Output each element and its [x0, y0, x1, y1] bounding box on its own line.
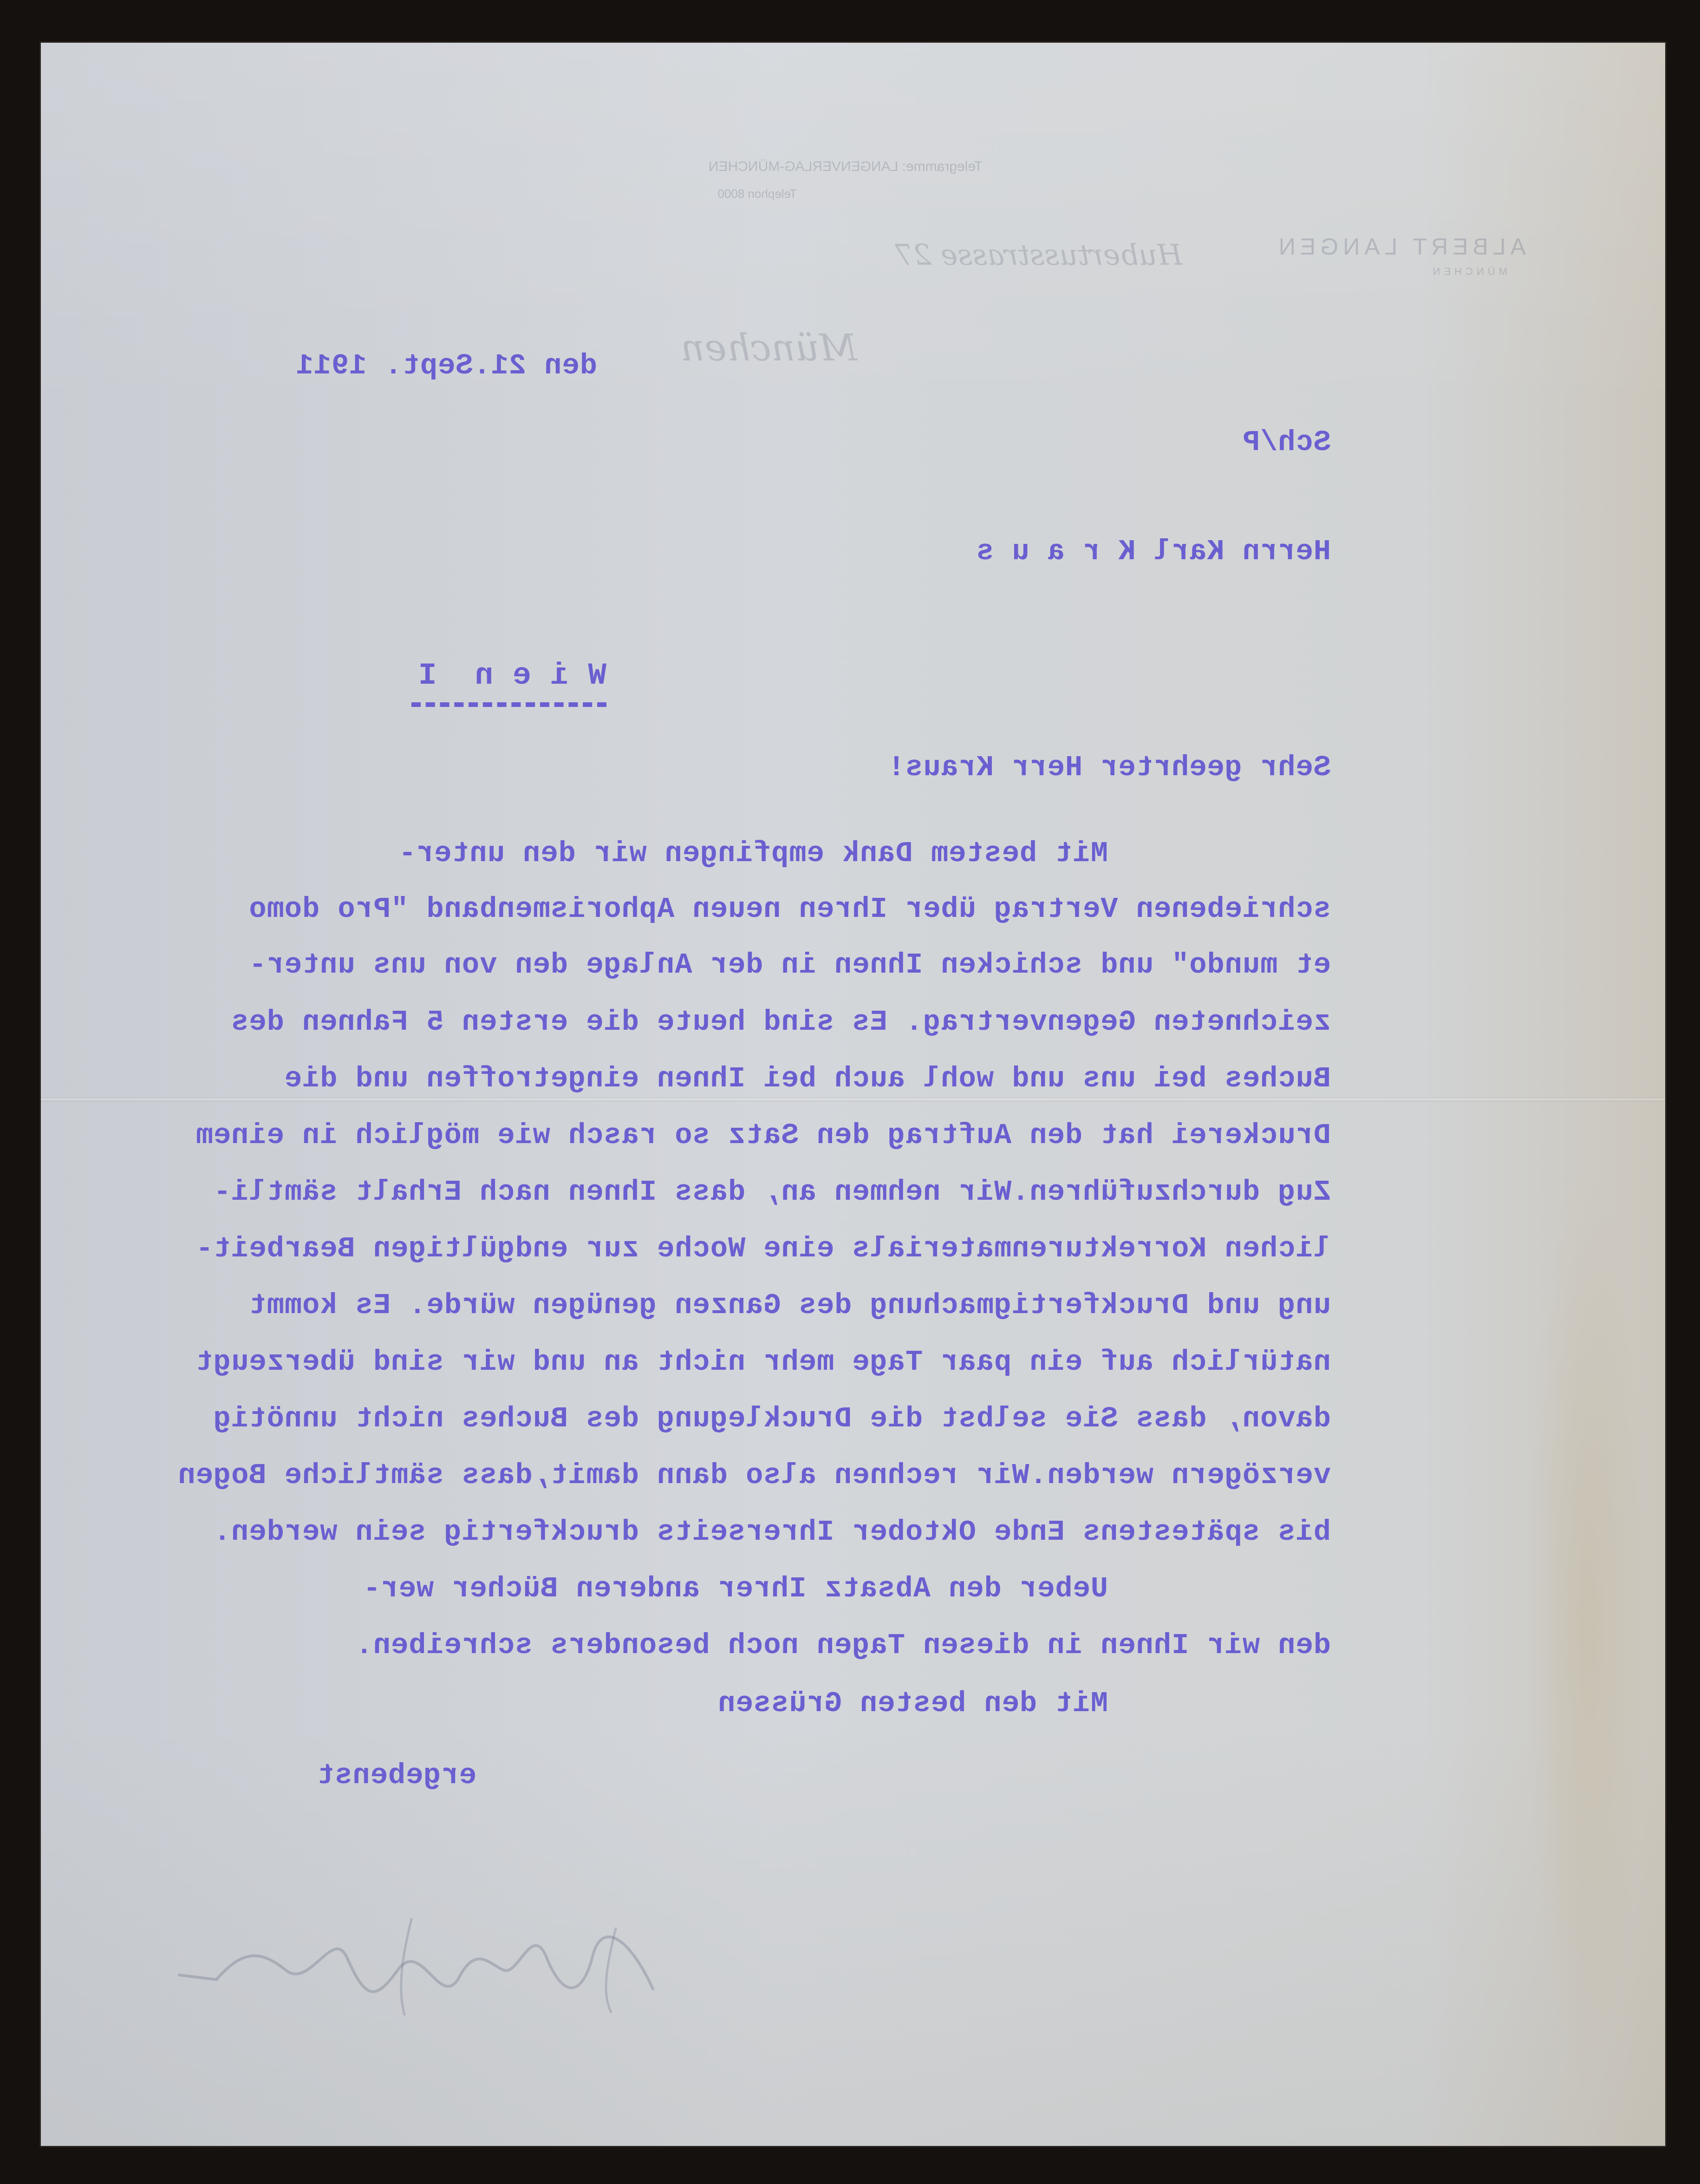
date-line: den 21.Sept. 1911: [295, 349, 597, 382]
body-line-11: davon, dass Sie selbst die Drucklegung des Buches nicht unnötig: [213, 1402, 1331, 1435]
letter-sheet: [41, 43, 1665, 2146]
letterhead-name: ALBERT LANGEN: [1274, 234, 1526, 260]
letterhead-street-handwritten: Hubertusstrasse 27: [895, 238, 1182, 272]
body-line-7: Zug durchzuführen.Wir nehmen an, dass Ihnen nach Erhalt sämtli-: [213, 1176, 1331, 1209]
recipient-name: Herrn Karl K r a u s: [976, 535, 1331, 568]
reference-code: Sch/P: [1242, 426, 1331, 459]
body-line-9: ung und Druckfertigmachung des Ganzen genügen würde. Es kommt: [248, 1289, 1331, 1322]
signature: [161, 1901, 671, 2021]
body-line-3: et mundo" und schicken Ihnen in der Anlage den von uns unter-: [248, 948, 1331, 981]
letterhead-place: MÜNCHEN: [1429, 266, 1507, 277]
body-line-5: Buches bei uns und wohl auch bei Ihnen eingetroffen und die: [284, 1062, 1331, 1095]
body-line-1: Mit bestem Dank empfingen wir den unter-: [398, 837, 1108, 870]
body-line-13: bis spätestens Ende Oktober Ihrerseits druckfertig sein werden.: [213, 1516, 1331, 1549]
letterhead-telephon: Telephon 8000: [717, 187, 797, 201]
recipient-city: W i e n I: [417, 658, 606, 693]
signoff: ergebenst: [317, 1759, 476, 1792]
body-line-12: verzögern werden.Wir rechnen also dann damit,dass sämtliche Bogen: [177, 1459, 1331, 1492]
body-line-15: den wir Ihnen in diesen Tagen noch besonders schreiben.: [355, 1629, 1331, 1662]
city-underline: [411, 702, 606, 707]
body-line-10: natürlich auf ein paar Tage mehr nicht an und wir sind überzeugt: [195, 1346, 1331, 1379]
body-line-6: Druckerei hat den Auftrag den Satz so rasch wie möglich in einem: [195, 1119, 1331, 1152]
body-line-8: lichen Korrekturenmaterials eine Woche zur endgültigen Bearbeit-: [195, 1232, 1331, 1265]
closing-greeting: Mit den besten Grüssen: [717, 1687, 1108, 1720]
body-line-4: zeichneten Gegenvertrag. Es sind heute die ersten 5 Fahnen des: [231, 1006, 1331, 1039]
salutation: Sehr geehrter Herr Kraus!: [887, 751, 1331, 784]
letterhead-city-handwritten: München: [680, 326, 857, 369]
mirrored-ink-layer: [41, 43, 1665, 2146]
body-line-2: schriebenen Vertrag über Ihren neuen Aphorismenband "Pro domo: [248, 893, 1331, 926]
letterhead-telegramm: Telegramme: LANGENVERLAG-MÜNCHEN: [708, 159, 983, 174]
body-line-14: Ueber den Absatz Ihrer anderen Bücher wer-: [363, 1572, 1108, 1605]
